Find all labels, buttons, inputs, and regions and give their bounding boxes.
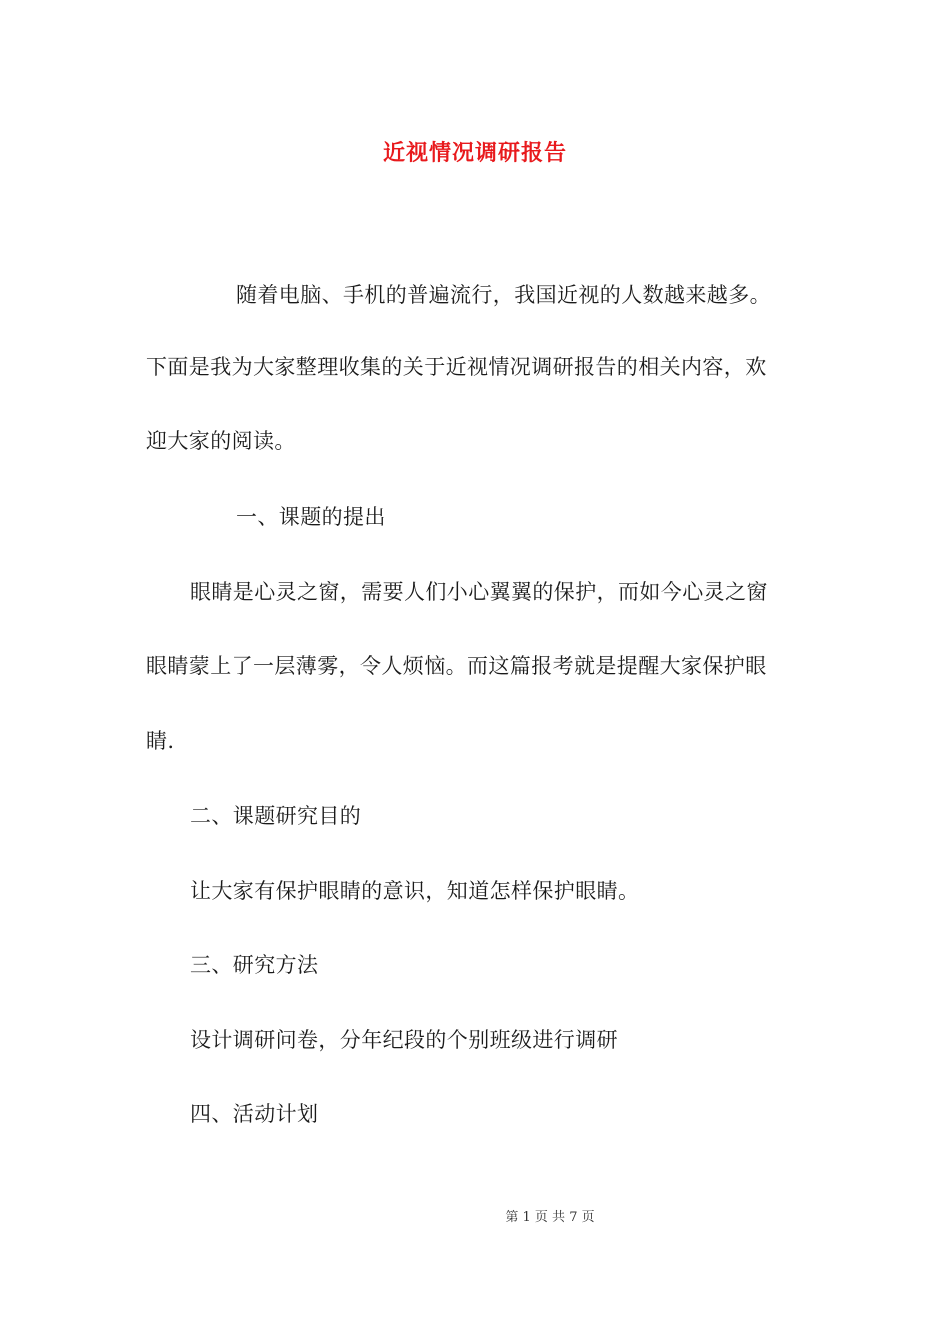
- section-4-heading: 四、活动计划: [190, 1102, 319, 1126]
- section-2-heading: 二、课题研究目的: [190, 804, 362, 828]
- section-3-heading: 三、研究方法: [190, 953, 319, 977]
- page-footer: 第 1 页 共 7 页: [505, 1210, 595, 1225]
- section-1-line-3: 睛.: [146, 729, 175, 753]
- section-2-body: 让大家有保护眼睛的意识，知道怎样保护眼睛。: [190, 879, 640, 903]
- section-1-line-2: 眼睛蒙上了一层薄雾，令人烦恼。而这篇报考就是提醒大家保护眼: [146, 654, 767, 678]
- section-1-heading: 一、课题的提出: [236, 505, 386, 529]
- section-3-body: 设计调研问卷，分年纪段的个别班级进行调研: [190, 1028, 618, 1052]
- intro-line-3: 迎大家的阅读。: [146, 429, 296, 453]
- intro-line-2: 下面是我为大家整理收集的关于近视情况调研报告的相关内容，欢: [146, 355, 767, 379]
- document-title: 近视情况调研报告: [382, 140, 567, 166]
- section-1-line-1: 眼睛是心灵之窗，需要人们小心翼翼的保护，而如今心灵之窗: [190, 580, 768, 604]
- intro-line-1: 随着电脑、手机的普遍流行，我国近视的人数越来越多。: [236, 283, 771, 307]
